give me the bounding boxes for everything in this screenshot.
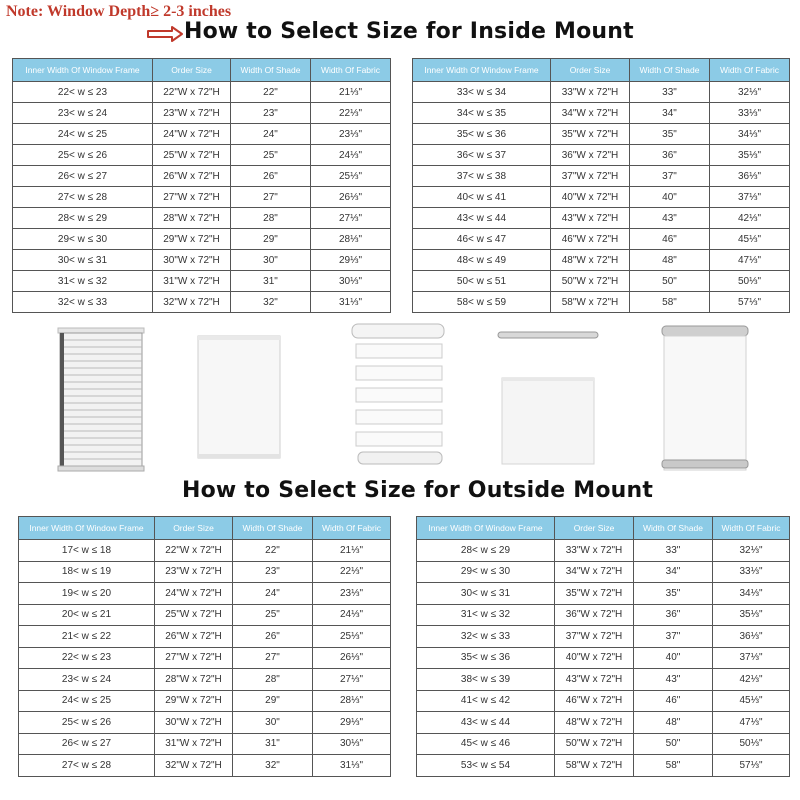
cellular-shade-image [58,328,144,471]
outside-mount-table-left [18,516,391,777]
table-row [413,250,790,271]
table-cell: 25< w ≤ 26 [13,145,153,166]
table-cell: 27" [233,647,313,669]
cordless-shade-image [498,332,598,464]
table-row [13,250,391,271]
table-cell: 36⅓" [710,166,790,187]
table-cell: 50" [634,733,713,755]
table-cell: 48" [630,250,710,271]
table-cell: 30⅓" [311,271,391,292]
table-cell: 21< w ≤ 22 [19,626,155,648]
table-cell: 31⅓" [311,292,391,313]
table-cell: 23< w ≤ 24 [13,103,153,124]
table-cell: 53< w ≤ 54 [417,755,555,777]
table-row [13,124,391,145]
zebra-shade-image [352,324,444,464]
table-cell: 34" [634,561,713,583]
table-row [13,145,391,166]
table-cell: 47⅓" [710,250,790,271]
table-cell: 36"W x 72"H [551,145,630,166]
table-cell: 20< w ≤ 21 [19,604,155,626]
table-row [413,187,790,208]
table-row [13,103,391,124]
table-row [417,647,790,669]
table-cell: 33"W x 72"H [555,540,634,562]
table-cell: 36"W x 72"H [555,604,634,626]
table-row [19,755,391,777]
table-cell: 45⅓" [713,690,790,712]
table-cell: 35⅓" [713,604,790,626]
outside-mount-title: How to Select Size for Outside Mount [182,478,654,503]
column-header: Width Of Shade [630,59,710,82]
table-row [417,755,790,777]
table-cell: 28< w ≤ 29 [13,208,153,229]
column-header: Inner Width Of Window Frame [417,517,555,540]
table-cell: 32⅓" [710,82,790,103]
column-header: Width Of Shade [233,517,313,540]
table-row [413,208,790,229]
table-cell: 35⅓" [710,145,790,166]
table-cell: 23⅓" [313,583,391,605]
table-row [19,604,391,626]
table-row [413,82,790,103]
table-cell: 43" [634,669,713,691]
table-cell: 24< w ≤ 25 [13,124,153,145]
table-row [417,690,790,712]
table-row [13,271,391,292]
table-cell: 31" [231,271,311,292]
table-cell: 46"W x 72"H [555,690,634,712]
table-cell: 37< w ≤ 38 [413,166,551,187]
table-cell: 33" [630,82,710,103]
table-cell: 46" [634,690,713,712]
table-cell: 23"W x 72"H [155,561,233,583]
table-cell: 46"W x 72"H [551,229,630,250]
table-cell: 48< w ≤ 49 [413,250,551,271]
shade-product-images [0,320,800,480]
table-cell: 27⅓" [313,669,391,691]
table-cell: 50"W x 72"H [555,733,634,755]
table-cell: 43"W x 72"H [551,208,630,229]
table-cell: 30< w ≤ 31 [13,250,153,271]
column-header: Width Of Fabric [311,59,391,82]
table-cell: 40"W x 72"H [551,187,630,208]
table-cell: 33"W x 72"H [551,82,630,103]
table-cell: 27< w ≤ 28 [13,187,153,208]
table-cell: 58< w ≤ 59 [413,292,551,313]
table-cell: 29< w ≤ 30 [13,229,153,250]
table-header-row [417,517,790,540]
window-depth-note: Note: Window Depth≥ 2-3 inches [6,3,232,20]
table-cell: 37" [630,166,710,187]
table-cell: 24" [231,124,311,145]
table-cell: 58" [634,755,713,777]
table-row [19,733,391,755]
table-cell: 36" [630,145,710,166]
table-cell: 50< w ≤ 51 [413,271,551,292]
table-row [417,733,790,755]
table-header-row [13,59,391,82]
table-cell: 30" [231,250,311,271]
table-cell: 32⅓" [713,540,790,562]
table-cell: 40"W x 72"H [555,647,634,669]
table-cell: 31"W x 72"H [155,733,233,755]
table-cell: 27" [231,187,311,208]
table-cell: 22" [231,82,311,103]
table-cell: 27"W x 72"H [153,187,231,208]
table-cell: 24⅓" [313,604,391,626]
table-cell: 48" [634,712,713,734]
table-cell: 31"W x 72"H [153,271,231,292]
table-row [413,229,790,250]
table-cell: 31⅓" [313,755,391,777]
table-cell: 37⅓" [713,647,790,669]
arrow-right-icon [146,25,184,43]
table-cell: 34" [630,103,710,124]
column-header: Inner Width Of Window Frame [413,59,551,82]
table-cell: 37"W x 72"H [551,166,630,187]
table-cell: 40" [630,187,710,208]
table-cell: 46" [630,229,710,250]
column-header: Width Of Shade [634,517,713,540]
table-cell: 26"W x 72"H [153,166,231,187]
column-header: Inner Width Of Window Frame [19,517,155,540]
table-cell: 25⅓" [311,166,391,187]
table-row [413,271,790,292]
table-cell: 46< w ≤ 47 [413,229,551,250]
table-cell: 35" [630,124,710,145]
table-cell: 32< w ≤ 33 [417,626,555,648]
table-cell: 42⅓" [710,208,790,229]
table-row [19,561,391,583]
table-cell: 31< w ≤ 32 [417,604,555,626]
table-row [417,583,790,605]
table-cell: 43< w ≤ 44 [413,208,551,229]
table-cell: 28"W x 72"H [153,208,231,229]
table-cell: 28"W x 72"H [155,669,233,691]
table-cell: 19< w ≤ 20 [19,583,155,605]
table-row [19,540,391,562]
table-cell: 33⅓" [710,103,790,124]
column-header: Order Size [551,59,630,82]
column-header: Width Of Fabric [713,517,790,540]
table-cell: 50" [630,271,710,292]
table-row [417,604,790,626]
table-cell: 25< w ≤ 26 [19,712,155,734]
table-cell: 34"W x 72"H [555,561,634,583]
table-cell: 26< w ≤ 27 [13,166,153,187]
column-header: Width Of Fabric [710,59,790,82]
table-cell: 26< w ≤ 27 [19,733,155,755]
table-cell: 34⅓" [713,583,790,605]
spring-roller-shade-image [662,326,748,470]
table-cell: 30< w ≤ 31 [417,583,555,605]
table-cell: 41< w ≤ 42 [417,690,555,712]
table-cell: 22< w ≤ 23 [19,647,155,669]
table-cell: 24" [233,583,313,605]
table-cell: 35"W x 72"H [551,124,630,145]
table-cell: 35< w ≤ 36 [417,647,555,669]
inside-mount-table-right [412,58,790,313]
table-cell: 48"W x 72"H [551,250,630,271]
table-cell: 45⅓" [710,229,790,250]
table-cell: 34⅓" [710,124,790,145]
table-row [413,124,790,145]
inside-mount-table-left [12,58,391,313]
table-cell: 21⅓" [313,540,391,562]
table-cell: 58" [630,292,710,313]
table-cell: 34"W x 72"H [551,103,630,124]
table-cell: 33< w ≤ 34 [413,82,551,103]
column-header: Inner Width Of Window Frame [13,59,153,82]
table-cell: 29⅓" [311,250,391,271]
table-row [19,583,391,605]
table-header-row [413,59,790,82]
table-cell: 21⅓" [311,82,391,103]
table-cell: 43< w ≤ 44 [417,712,555,734]
table-row [413,166,790,187]
table-cell: 23⅓" [311,124,391,145]
table-cell: 50⅓" [710,271,790,292]
table-cell: 29< w ≤ 30 [417,561,555,583]
table-cell: 48"W x 72"H [555,712,634,734]
table-cell: 37"W x 72"H [555,626,634,648]
table-cell: 40" [634,647,713,669]
table-cell: 29⅓" [313,712,391,734]
table-cell: 29"W x 72"H [153,229,231,250]
table-row [19,626,391,648]
table-cell: 58"W x 72"H [551,292,630,313]
table-row [19,690,391,712]
table-cell: 40< w ≤ 41 [413,187,551,208]
table-cell: 35"W x 72"H [555,583,634,605]
table-cell: 32"W x 72"H [155,755,233,777]
table-cell: 24< w ≤ 25 [19,690,155,712]
table-cell: 38< w ≤ 39 [417,669,555,691]
table-cell: 23< w ≤ 24 [19,669,155,691]
table-row [13,208,391,229]
table-header-row [19,517,391,540]
table-cell: 57⅓" [710,292,790,313]
table-cell: 36⅓" [713,626,790,648]
table-cell: 50"W x 72"H [551,271,630,292]
table-cell: 27⅓" [311,208,391,229]
table-row [19,712,391,734]
table-cell: 50⅓" [713,733,790,755]
table-row [413,292,790,313]
table-cell: 26⅓" [311,187,391,208]
table-cell: 47⅓" [713,712,790,734]
table-row [413,103,790,124]
table-cell: 25" [233,604,313,626]
table-row [19,669,391,691]
table-cell: 32< w ≤ 33 [13,292,153,313]
table-cell: 29"W x 72"H [155,690,233,712]
table-cell: 30"W x 72"H [153,250,231,271]
table-cell: 28" [233,669,313,691]
table-cell: 37" [634,626,713,648]
table-row [417,540,790,562]
table-cell: 32"W x 72"H [153,292,231,313]
table-cell: 22"W x 72"H [153,82,231,103]
table-cell: 35" [634,583,713,605]
table-cell: 28⅓" [311,229,391,250]
table-cell: 22"W x 72"H [155,540,233,562]
table-cell: 45< w ≤ 46 [417,733,555,755]
table-cell: 58"W x 72"H [555,755,634,777]
table-cell: 27"W x 72"H [155,647,233,669]
table-cell: 25"W x 72"H [153,145,231,166]
table-cell: 32" [233,755,313,777]
table-cell: 26"W x 72"H [155,626,233,648]
table-cell: 43"W x 72"H [555,669,634,691]
table-cell: 23" [231,103,311,124]
table-cell: 36" [634,604,713,626]
outside-mount-table-right [416,516,790,777]
table-cell: 26⅓" [313,647,391,669]
table-cell: 57⅓" [713,755,790,777]
table-cell: 32" [231,292,311,313]
table-cell: 35< w ≤ 36 [413,124,551,145]
table-cell: 29" [233,690,313,712]
table-cell: 24⅓" [311,145,391,166]
inside-mount-title: How to Select Size for Inside Mount [184,19,634,44]
table-cell: 37⅓" [710,187,790,208]
table-cell: 36< w ≤ 37 [413,145,551,166]
table-cell: 18< w ≤ 19 [19,561,155,583]
table-cell: 24"W x 72"H [153,124,231,145]
table-cell: 28< w ≤ 29 [417,540,555,562]
table-cell: 23"W x 72"H [153,103,231,124]
table-cell: 23" [233,561,313,583]
table-cell: 22" [233,540,313,562]
table-cell: 22⅓" [313,561,391,583]
table-cell: 27< w ≤ 28 [19,755,155,777]
table-cell: 43" [630,208,710,229]
table-cell: 17< w ≤ 18 [19,540,155,562]
table-cell: 30"W x 72"H [155,712,233,734]
table-cell: 31< w ≤ 32 [13,271,153,292]
table-cell: 34< w ≤ 35 [413,103,551,124]
table-row [13,292,391,313]
table-row [19,647,391,669]
column-header: Order Size [153,59,231,82]
table-cell: 42⅓" [713,669,790,691]
table-cell: 25⅓" [313,626,391,648]
table-row [13,229,391,250]
table-row [417,712,790,734]
table-row [413,145,790,166]
table-row [417,561,790,583]
table-cell: 22⅓" [311,103,391,124]
table-row [13,82,391,103]
table-cell: 30" [233,712,313,734]
table-cell: 25"W x 72"H [155,604,233,626]
table-row [417,626,790,648]
roller-shade-image [198,336,280,458]
table-cell: 28" [231,208,311,229]
table-row [13,187,391,208]
table-cell: 25" [231,145,311,166]
table-row [417,669,790,691]
table-cell: 26" [231,166,311,187]
table-row [13,166,391,187]
table-cell: 31" [233,733,313,755]
table-cell: 22< w ≤ 23 [13,82,153,103]
table-cell: 24"W x 72"H [155,583,233,605]
column-header: Order Size [155,517,233,540]
column-header: Width Of Shade [231,59,311,82]
table-cell: 33" [634,540,713,562]
table-cell: 33⅓" [713,561,790,583]
column-header: Order Size [555,517,634,540]
column-header: Width Of Fabric [313,517,391,540]
table-cell: 26" [233,626,313,648]
table-cell: 30⅓" [313,733,391,755]
table-cell: 29" [231,229,311,250]
table-cell: 28⅓" [313,690,391,712]
